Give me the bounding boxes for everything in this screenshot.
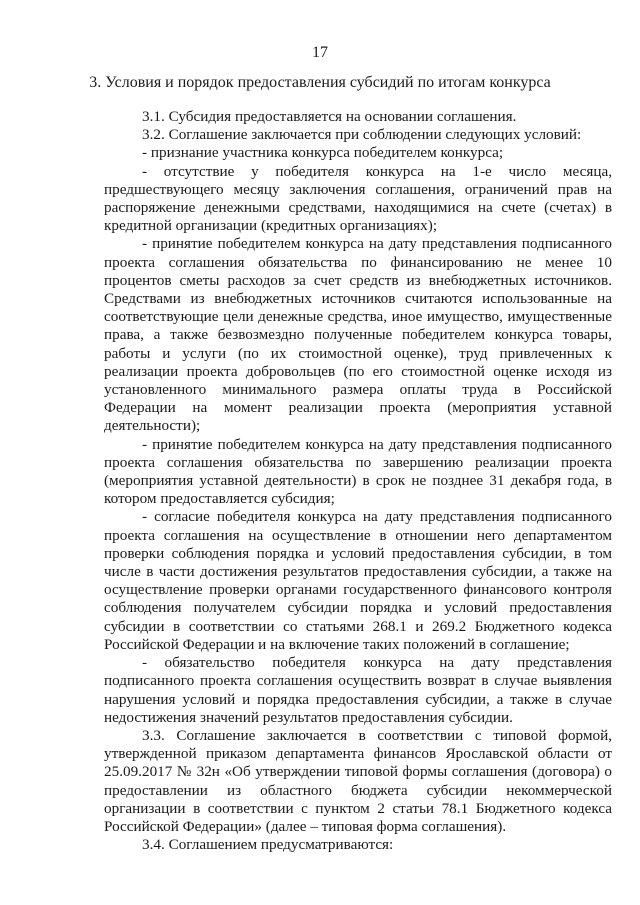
paragraph: 3.4. Соглашением предусматриваются: (142, 836, 394, 854)
paragraph: 3.1. Субсидия предоставляется на основании соглашения. (142, 108, 517, 125)
page-number: 17 (312, 44, 328, 61)
paragraph: - отсутствие у победителя конкурса на 1-е число месяца, предшествующего месяцу заключения соглашения, ограничений прав на распоряжение денежными средствами, находящимися на счете (счетах) в кредитной организации (кредитных организациях); (104, 162, 612, 235)
paragraph: - признание участника конкурса победителем конкурса; (142, 144, 504, 162)
paragraph: 3.3. Соглашение заключается в соответствии с типовой формой, утвержденной приказом департамента финансов Ярославской области от 25.09.2017 № 32н «Об утверждении типовой формы соглашения (договора) о предоставлении из областного бюджета субсидии некоммерческой организации в соответствии с пунктом 2 статьи 78.1 Бюджетного кодекса Российской Федерации» (далее – типовая форма соглашения). (104, 726, 612, 835)
paragraph: - принятие победителем конкурса на дату представления подписанного проекта соглашения обязательства по завершению реализации проекта (мероприятия уставной деятельности) в срок не позднее 31 декабря года, в котором предоставляется субсидия; (104, 435, 612, 508)
paragraph: - принятие победителем конкурса на дату представления подписанного проекта соглашения обязательства по финансированию не менее 10 процентов сметы расходов за счет средств из внебюджетных источников. Средствами из внебюджетных источников считаются использованные на соответствующие цели денежные средства, иное имущество, имущественные права, а также безвозмездно полученные победителем конкурса товары, работы и услуги (по их стоимостной оценке), труд привлеченных к реализации проекта добровольцев (по его стоимостной оценке исходя из установленного минимального размера оплаты труда в Российской Федерации на момент реализации проекта (мероприятия уставной деятельности); (104, 235, 612, 435)
section-heading: 3. Условия и порядок предоставления субсидий по итогам конкурса (89, 74, 551, 91)
paragraph: 3.2. Соглашение заключается при соблюдении следующих условий: (142, 126, 582, 144)
document-body (104, 108, 612, 854)
paragraph: - обязательство победителя конкурса на дату представления подписанного проекта соглашения осуществить возврат в случае выявления нарушения условий и порядка предоставления субсидии, а также в случае недостижения значений результатов предоставления субсидии. (104, 654, 612, 726)
paragraph: - согласие победителя конкурса на дату представления подписанного проекта соглашения на осуществление в отношении него департаментом проверки соблюдения порядка и условий предоставления субсидии, в том числе в части достижения результатов предоставления субсидии, а также на осуществление проверки органами государственного финансового контроля соблюдения получателем субсидии порядка и условий предоставления субсидии в соответствии со статьями 268.1 и 269.2 Бюджетного кодекса Российской Федерации и на включение таких положений в соглашение; (104, 508, 612, 653)
